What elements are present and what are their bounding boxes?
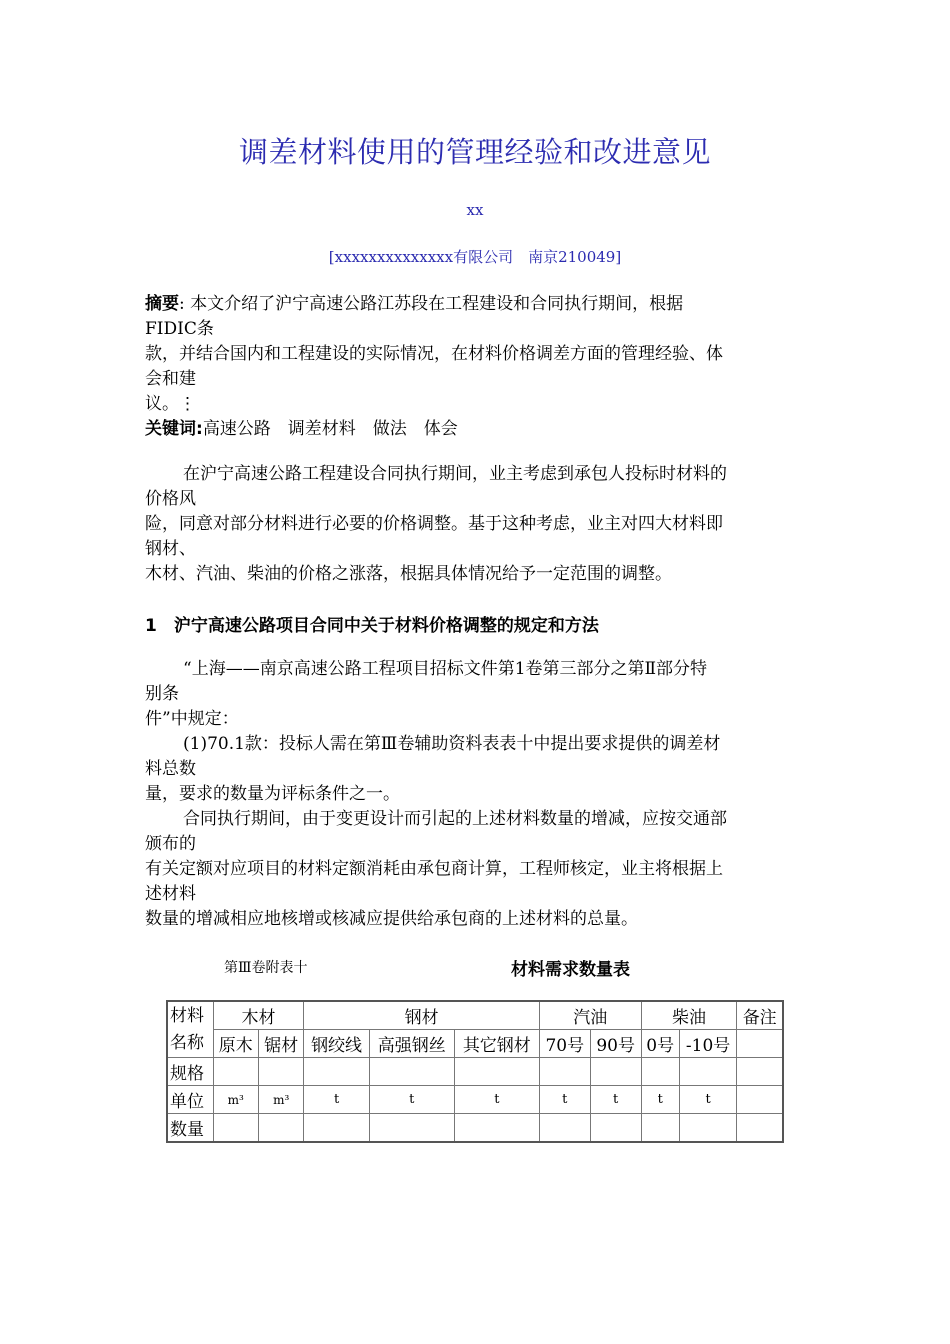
table-cell: [679, 1114, 737, 1143]
table-cell: [454, 1058, 539, 1086]
table-subheader: 90号: [590, 1030, 641, 1058]
table-subheader: 其它钢材: [454, 1030, 539, 1058]
material-table: [166, 1000, 784, 1143]
affiliation: [xxxxxxxxxxxxxx有限公司 南京210049]: [328, 248, 622, 266]
intro-line: 险，同意对部分材料进行必要的价格调整。基于这种考虑，业主对四大材料即: [145, 514, 723, 534]
table-row: [167, 1001, 783, 1030]
table-unit-cell: m³: [258, 1086, 303, 1114]
abstract-line-3: 款，并结合国内和工程建设的实际情况，在材料价格调差方面的管理经验、体: [145, 344, 723, 364]
table-cell: [641, 1114, 679, 1143]
table-subheader: 70号: [539, 1030, 590, 1058]
table-cell: [304, 1114, 369, 1143]
intro-line: 在沪宁高速公路工程建设合同执行期间，业主考虑到承包人投标时材料的: [183, 464, 727, 484]
table-row: [167, 1030, 783, 1058]
section1-line: 量，要求的数量为评标条件之一。: [145, 784, 400, 804]
section1-line: “上海——南京高速公路工程项目招标文件第1卷第三部分之第Ⅱ部分特: [183, 659, 708, 679]
table-header-steel: 钢材: [304, 1001, 539, 1030]
abstract-line-4: 会和建: [145, 369, 196, 389]
table-caption-left: 第Ⅲ卷附表十: [224, 960, 308, 976]
intro-paragraph: [145, 462, 805, 587]
table-cell: [679, 1058, 737, 1086]
table-unit-cell: t: [539, 1086, 590, 1114]
table-subheader: 高强钢丝: [369, 1030, 454, 1058]
table-cell: [213, 1114, 258, 1143]
table-cell: [539, 1058, 590, 1086]
table-subheader: 原木: [213, 1030, 258, 1058]
document-title: 调差材料使用的管理经验和改进意见: [238, 135, 711, 169]
section1-body: [145, 657, 805, 932]
section1-line: 别条: [145, 684, 179, 704]
table-row: [167, 1114, 783, 1143]
section1-line: 有关定额对应项目的材料定额消耗由承包商计算，工程师核定，业主将根据上: [145, 859, 723, 879]
section1-line: 数量的增减相应地核增或核减应提供给承包商的上述材料的总量。: [145, 909, 638, 929]
table-unit-cell: t: [304, 1086, 369, 1114]
table-cell: [539, 1114, 590, 1143]
keywords: [145, 417, 805, 442]
table-header-material: 材料 名称: [167, 1001, 213, 1058]
section1-line: 颁布的: [145, 834, 196, 854]
abstract: [145, 292, 805, 442]
table-cell: [454, 1114, 539, 1143]
table-unit-cell: t: [679, 1086, 737, 1114]
author: xx: [466, 201, 484, 219]
table-cell: [737, 1114, 783, 1143]
table-row-label-spec: 规格: [167, 1058, 213, 1086]
table-row: [167, 1058, 783, 1086]
intro-line: 木材、汽油、柴油的价格之涨落，根据具体情况给予一定范围的调整。: [145, 564, 672, 584]
table-cell: [737, 1058, 783, 1086]
keywords-label: 关键词:: [145, 419, 203, 439]
abstract-line-2: FIDIC条: [145, 319, 214, 339]
section1-line: (1)70.1款：投标人需在第Ⅲ卷辅助资料表表十中提出要求提供的调差材: [183, 734, 721, 754]
table-unit-cell: t: [641, 1086, 679, 1114]
section-heading: 1 沪宁高速公路项目合同中关于材料价格调整的规定和方法: [145, 616, 599, 636]
intro-line: 价格风: [145, 489, 196, 509]
table-unit-cell: m³: [213, 1086, 258, 1114]
table-cell: [369, 1058, 454, 1086]
section1-line: 料总数: [145, 759, 196, 779]
table-subheader: -10号: [679, 1030, 737, 1058]
table-cell: [641, 1058, 679, 1086]
table-cell: [213, 1058, 258, 1086]
table-row-label-quantity: 数量: [167, 1114, 213, 1143]
keywords-text: 高速公路 调差材料 做法 体会: [202, 419, 458, 439]
table-caption-title: 材料需求数量表: [511, 960, 630, 980]
table-cell: [258, 1114, 303, 1143]
table-header-gasoline: 汽油: [539, 1001, 641, 1030]
table-cell: [737, 1086, 783, 1114]
table-subheader: 钢绞线: [304, 1030, 369, 1058]
table-cell: [304, 1058, 369, 1086]
table-header-wood: 木材: [213, 1001, 304, 1030]
table-unit-cell: t: [369, 1086, 454, 1114]
abstract-line-5: 议。⋮: [145, 394, 196, 414]
table-row: [167, 1086, 783, 1114]
table-header-remarks: 备注: [737, 1001, 783, 1030]
table-row-label-unit: 单位: [167, 1086, 213, 1114]
table-subheader: 0号: [641, 1030, 679, 1058]
section1-line: 合同执行期间，由于变更设计而引起的上述材料数量的增减，应按交通部: [183, 809, 727, 829]
table-cell: [369, 1114, 454, 1143]
section1-line: 述材料: [145, 884, 196, 904]
abstract-line-1: 摘要: 本文介绍了沪宁高速公路江苏段在工程建设和合同执行期间，根据: [145, 294, 684, 314]
table-subheader: 锯材: [258, 1030, 303, 1058]
table-header-diesel: 柴油: [641, 1001, 737, 1030]
table-unit-cell: t: [590, 1086, 641, 1114]
table-cell: [737, 1030, 783, 1058]
abstract-label: 摘要: [145, 294, 179, 314]
table-cell: [590, 1114, 641, 1143]
table-cell: [590, 1058, 641, 1086]
table-unit-cell: t: [454, 1086, 539, 1114]
table-cell: [258, 1058, 303, 1086]
intro-line: 钢材、: [145, 539, 196, 559]
section1-line: 件”中规定：: [145, 709, 239, 729]
